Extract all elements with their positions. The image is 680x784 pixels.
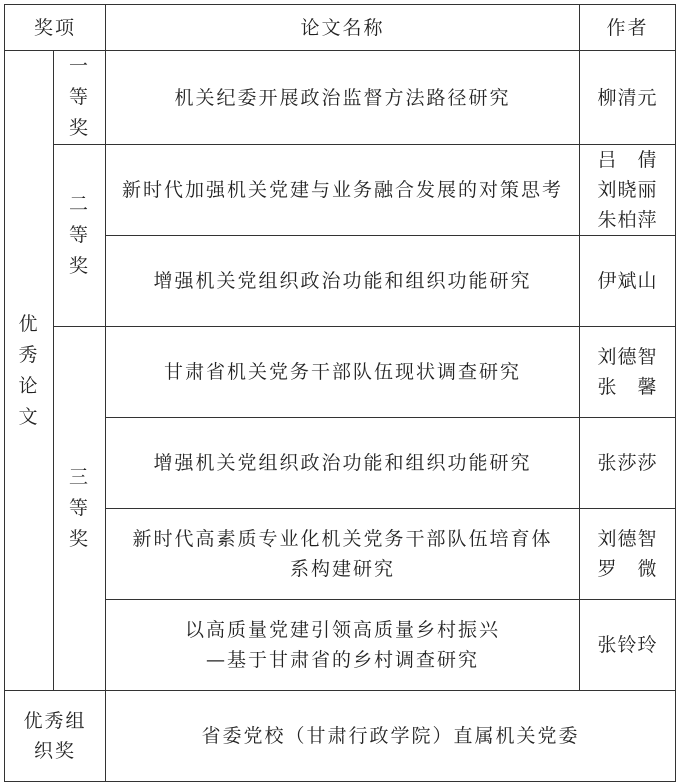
org-award-label: 优秀组 织奖 bbox=[5, 691, 106, 782]
paper-author: 张莎莎 bbox=[580, 418, 676, 509]
org-award-row bbox=[5, 691, 676, 782]
paper-title: 增强机关党组织政治功能和组织功能研究 bbox=[106, 236, 580, 327]
grade-second: 二 等 奖 bbox=[54, 145, 106, 327]
paper-author: 张铃玲 bbox=[580, 600, 676, 691]
table-row bbox=[5, 600, 676, 691]
table-row bbox=[5, 418, 676, 509]
awards-table bbox=[4, 4, 676, 782]
header-title: 论文名称 bbox=[106, 5, 580, 51]
grade-first: 一 等 奖 bbox=[54, 51, 106, 145]
paper-author: 刘德智 罗 微 bbox=[580, 509, 676, 600]
table-row bbox=[5, 51, 676, 145]
table-row bbox=[5, 327, 676, 418]
paper-author: 伊斌山 bbox=[580, 236, 676, 327]
paper-title: 新时代高素质专业化机关党务干部队伍培育体 系构建研究 bbox=[106, 509, 580, 600]
category-excellent-papers: 优 秀 论 文 bbox=[5, 51, 54, 691]
table-row bbox=[5, 145, 676, 236]
paper-title: 机关纪委开展政治监督方法路径研究 bbox=[106, 51, 580, 145]
paper-title: 甘肃省机关党务干部队伍现状调查研究 bbox=[106, 327, 580, 418]
paper-title: 增强机关党组织政治功能和组织功能研究 bbox=[106, 418, 580, 509]
table-row bbox=[5, 236, 676, 327]
header-author: 作者 bbox=[580, 5, 676, 51]
header-row bbox=[5, 5, 676, 51]
table-row bbox=[5, 509, 676, 600]
org-award-winner: 省委党校（甘肃行政学院）直属机关党委 bbox=[106, 691, 676, 782]
grade-third: 三 等 奖 bbox=[54, 327, 106, 691]
paper-author: 柳清元 bbox=[580, 51, 676, 145]
paper-title: 以高质量党建引领高质量乡村振兴 —基于甘肃省的乡村调查研究 bbox=[106, 600, 580, 691]
paper-author: 吕 倩 刘晓丽 朱柏萍 bbox=[580, 145, 676, 236]
paper-author: 刘德智 张 馨 bbox=[580, 327, 676, 418]
paper-title: 新时代加强机关党建与业务融合发展的对策思考 bbox=[106, 145, 580, 236]
header-award: 奖项 bbox=[5, 5, 106, 51]
